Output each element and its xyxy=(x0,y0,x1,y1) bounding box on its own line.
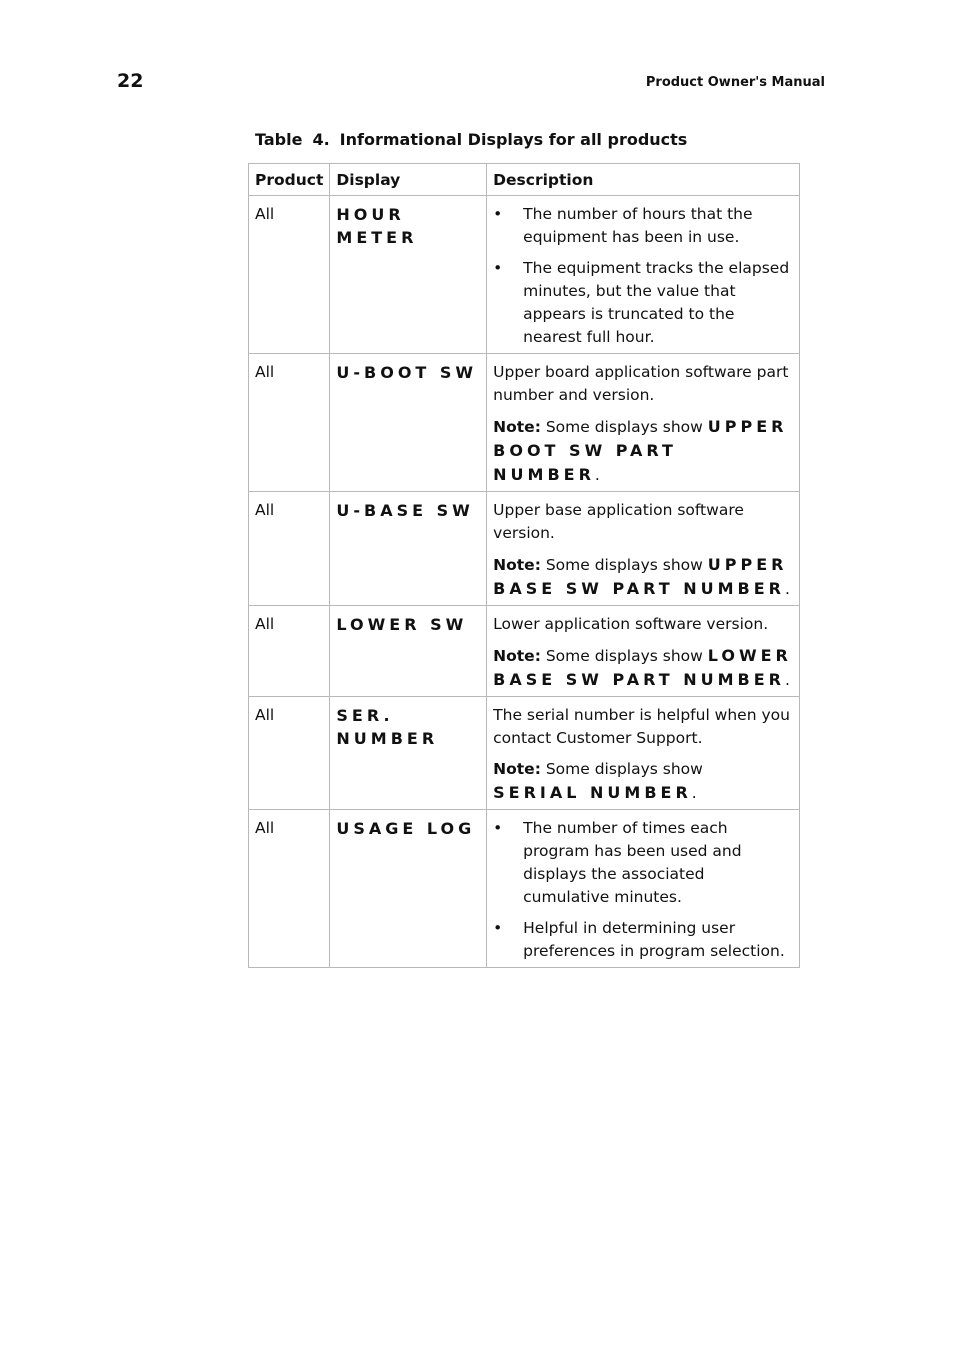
note xyxy=(493,553,793,601)
product-cell: All xyxy=(249,492,330,606)
caption-title: Informational Displays for all products xyxy=(339,130,688,149)
note-text: Some displays show xyxy=(540,418,708,436)
product-cell: All xyxy=(249,196,330,354)
display-cell xyxy=(330,354,487,492)
display-cell xyxy=(330,697,487,810)
bullet-list xyxy=(493,203,793,349)
table-caption xyxy=(255,130,687,149)
column-header-description: Description xyxy=(487,164,800,196)
list-item xyxy=(493,917,793,963)
display-code: METER xyxy=(336,228,418,247)
note-label: Note: xyxy=(493,760,541,778)
table-row xyxy=(249,810,800,968)
note xyxy=(493,644,793,692)
description-text: Lower application software version. xyxy=(493,615,769,633)
product-cell: All xyxy=(249,810,330,968)
display-code: U-BOOT SW xyxy=(336,363,478,382)
column-header-product: Product xyxy=(249,164,330,196)
list-item-text: The number of hours that the equipment has been in use. xyxy=(523,205,753,246)
note-end: . xyxy=(784,580,790,598)
description-cell xyxy=(487,810,800,968)
list-item xyxy=(493,257,793,349)
note-label: Note: xyxy=(493,418,541,436)
description-cell xyxy=(487,354,800,492)
table-row xyxy=(249,606,800,697)
display-code: U-BASE SW xyxy=(336,501,474,520)
running-header: Product Owner's Manual xyxy=(645,75,825,90)
page-number: 22 xyxy=(117,70,144,92)
display-cell xyxy=(330,810,487,968)
note xyxy=(493,758,793,805)
product-cell: All xyxy=(249,606,330,697)
list-item xyxy=(493,203,793,249)
caption-number: 4. xyxy=(312,130,330,149)
note-end: . xyxy=(594,466,600,484)
bullet-icon: • xyxy=(493,205,503,223)
description-cell xyxy=(487,606,800,697)
description-cell xyxy=(487,492,800,606)
note-text: Some displays show xyxy=(540,760,703,778)
product-cell: All xyxy=(249,697,330,810)
note-display-code: SERIAL NUMBER xyxy=(493,783,692,802)
display-cell xyxy=(330,196,487,354)
column-header-display: Display xyxy=(330,164,487,196)
bullet-icon: • xyxy=(493,919,503,937)
display-code: LOWER SW xyxy=(336,615,468,634)
note-end: . xyxy=(691,784,697,802)
list-item xyxy=(493,817,793,909)
note-text: Some displays show xyxy=(540,647,708,665)
description-cell xyxy=(487,196,800,354)
display-code: USAGE LOG xyxy=(336,819,476,838)
note-display-code: LOWER BASE SW PART NUMBER xyxy=(493,646,792,689)
table-row xyxy=(249,354,800,492)
product-cell: All xyxy=(249,354,330,492)
note-display-code: UPPER BOOT SW PART NUMBER xyxy=(493,417,788,484)
display-cell xyxy=(330,492,487,606)
list-item-text: The equipment tracks the elapsed minutes, but the value that appears is truncated to the nearest full hour. xyxy=(523,259,790,346)
bullet-list xyxy=(493,817,793,963)
note-display-code: UPPER BASE SW PART NUMBER xyxy=(493,555,788,598)
note-label: Note: xyxy=(493,647,541,665)
bullet-icon: • xyxy=(493,819,503,837)
display-cell xyxy=(330,606,487,697)
note xyxy=(493,415,793,487)
description-text: Upper board application software part number and version. xyxy=(493,363,789,404)
table-row xyxy=(249,697,800,810)
table-row xyxy=(249,492,800,606)
description-text: The serial number is helpful when you contact Customer Support. xyxy=(493,706,790,747)
display-code: HOUR xyxy=(336,205,405,224)
display-code: SER. xyxy=(336,706,394,725)
description-cell xyxy=(487,697,800,810)
note-text: Some displays show xyxy=(540,556,708,574)
caption-label: Table xyxy=(255,130,303,149)
informational-displays-table xyxy=(248,163,800,968)
table-header-row xyxy=(249,164,800,196)
display-code: NUMBER xyxy=(336,729,439,748)
bullet-icon: • xyxy=(493,259,503,277)
list-item-text: Helpful in determining user preferences in program selection. xyxy=(523,919,785,960)
table-row xyxy=(249,196,800,354)
note-end: . xyxy=(784,671,790,689)
description-text: Upper base application software version. xyxy=(493,501,744,542)
list-item-text: The number of times each program has been used and displays the associated cumulative minutes. xyxy=(523,819,742,906)
note-label: Note: xyxy=(493,556,541,574)
